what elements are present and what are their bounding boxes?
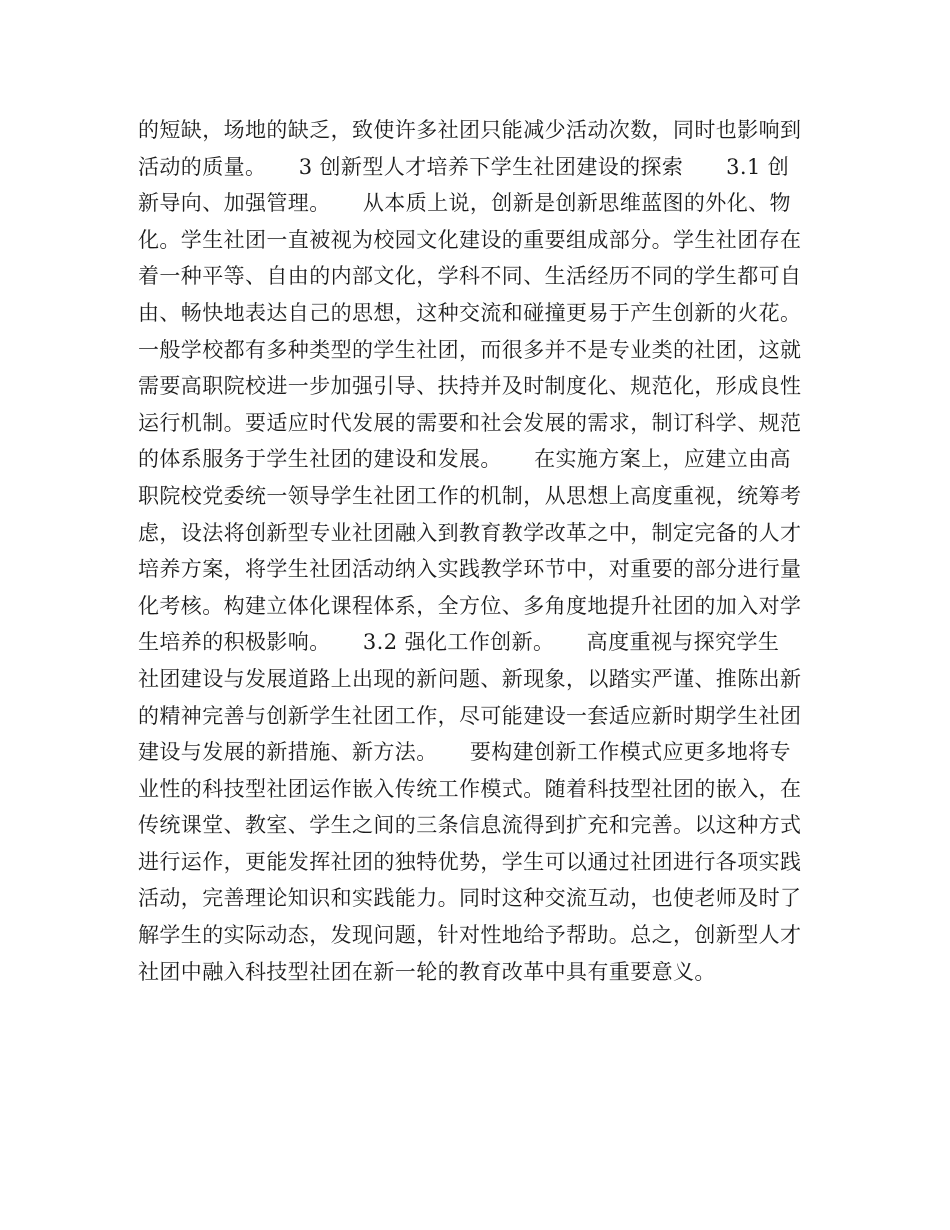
- text-line: 虑，设法将创新型专业社团融入到教育教学改革之中，制定完备的人才: [138, 520, 802, 545]
- text-line: 需要高职院校进一步加强引导、扶持并及时制度化、规范化，形成良性: [138, 374, 802, 399]
- text-line: 职院校党委统一领导学生社团工作的机制，从思想上高度重视，统筹考: [138, 483, 802, 508]
- text-line: 传统课堂、教室、学生之间的三条信息流得到扩充和完善。以这种方式: [138, 813, 802, 838]
- text-line: 活动，完善理论知识和实践能力。同时这种交流互动，也使老师及时了: [138, 886, 802, 911]
- text-line: 活动的质量。 3 创新型人才培养下学生社团建设的探索 3.1 创: [138, 154, 790, 179]
- text-line: 着一种平等、自由的内部文化，学科不同、生活经历不同的学生都可自: [138, 264, 802, 289]
- body-text: [138, 112, 818, 990]
- text-line: 化。学生社团一直被视为校园文化建设的重要组成部分。学生社团存在: [138, 227, 802, 252]
- text-line: 运行机制。要适应时代发展的需要和社会发展的需求，制订科学、规范: [138, 410, 802, 435]
- text-line: 社团中融入科技型社团在新一轮的教育改革中具有重要意义。: [138, 959, 716, 984]
- text-line: 进行运作，更能发挥社团的独特优势，学生可以通过社团进行各项实践: [138, 849, 802, 874]
- text-line: 建设与发展的新措施、新方法。 要构建创新工作模式应更多地将专: [138, 740, 791, 765]
- text-line: 社团建设与发展道路上出现的新问题、新现象，以踏实严谨、推陈出新: [138, 666, 802, 691]
- text-line: 的体系服务于学生社团的建设和发展。 在实施方案上，应建立由高: [138, 447, 791, 472]
- text-line: 由、畅快地表达自己的思想，这种交流和碰撞更易于产生创新的火花。: [138, 300, 802, 325]
- text-line: 生培养的积极影响。 3.2 强化工作创新。 高度重视与探究学生: [138, 630, 780, 655]
- text-line: 的短缺，场地的缺乏，致使许多社团只能减少活动次数，同时也影响到: [138, 118, 802, 142]
- text-line: 解学生的实际动态，发现问题，针对性地给予帮助。总之，创新型人才: [138, 923, 802, 948]
- text-line: 培养方案，将学生社团活动纳入实践教学环节中，对重要的部分进行量: [138, 557, 802, 582]
- text-line: 业性的科技型社团运作嵌入传统工作模式。随着科技型社团的嵌入，在: [138, 776, 802, 801]
- text-line: 的精神完善与创新学生社团工作，尽可能建设一套适应新时期学生社团: [138, 703, 802, 728]
- text-line: 一般学校都有多种类型的学生社团，而很多并不是专业类的社团，这就: [138, 337, 802, 362]
- text-line: 新导向、加强管理。 从本质上说，创新是创新思维蓝图的外化、物: [138, 191, 791, 216]
- text-line: 化考核。构建立体化课程体系，全方位、多角度地提升社团的加入对学: [138, 593, 802, 618]
